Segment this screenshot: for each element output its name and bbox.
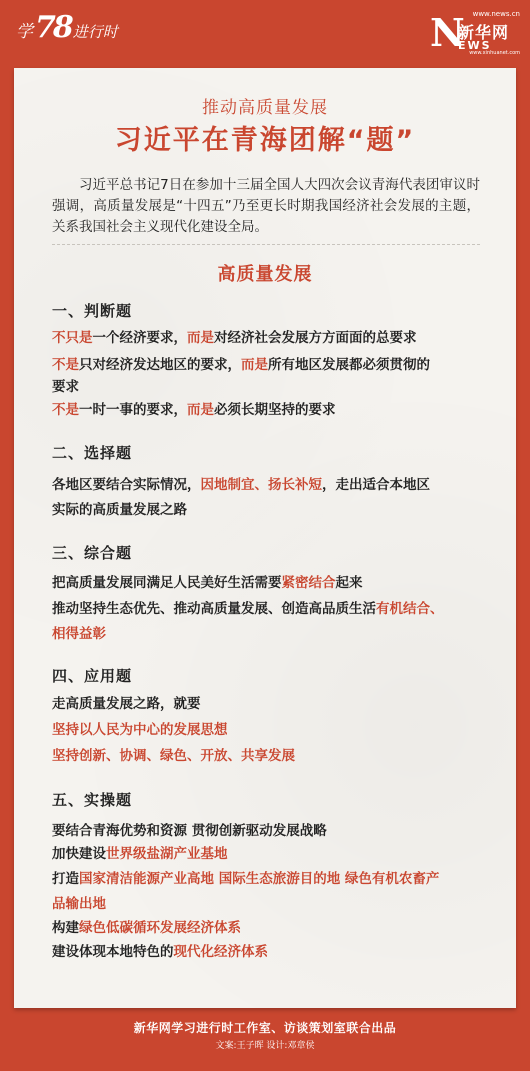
s2-line-1 [52,474,482,496]
s5-l2-text-1: 加快建设 [52,846,106,862]
s2-l1-red-2: 扬长补短 [268,477,322,493]
s1-l1-red-2: 而是 [187,330,214,346]
s5-line-1: 要结合青海优势和资源 贯彻创新驱动发展战略 [52,823,327,839]
s1-l3-text-1: 一时一事的要求， [79,402,187,418]
news-cn-name: 新华网 [458,23,510,42]
xuexi-jinxingshi-logo [16,10,118,45]
footer-producer: 新华网学习进行时工作室、访谈策划室联合出品 [133,1021,397,1035]
s5-l5-red-1: 绿色低碳循环发展经济体系 [79,920,241,936]
s5-line-5 [52,917,482,939]
s4-line-2: 坚持以人民为中心的发展思想 [52,722,228,738]
s3-line-3: 相得益彰 [52,626,106,642]
s3-l1-text-1: 把高质量发展同满足人民美好生活需要 [52,575,282,591]
s3-l1-text-2: 起来 [335,575,363,591]
s1-l3-red-2: 而是 [187,402,214,418]
logo-xue: 学 [16,22,33,42]
s3-l2-red-sep: 、 [430,601,444,617]
s2-l1-red-sep: 、 [254,477,268,493]
s1-l2-red-1: 不是 [52,357,79,373]
s5-line-6 [52,941,482,963]
s1-line-1 [52,327,482,349]
s2-l1-text-2: ，走出适合本地区 [322,477,430,493]
section-heading-4: 四、应用题 [52,667,133,685]
s4-line-3: 坚持创新、协调、绿色、开放、共享发展 [52,748,295,764]
s4-line-1: 走高质量发展之路，就要 [52,696,201,712]
s1-line-3 [52,399,482,421]
s3-line-1 [52,572,482,594]
xinhua-news-logo [430,10,520,54]
s5-l5-text-1: 构建 [52,920,79,936]
top-banner [0,0,530,62]
s5-line-3 [52,868,482,890]
article-subtitle: 推动高质量发展 [202,98,328,118]
s3-l2-red-1: 有机结合 [376,601,430,617]
s3-line-2 [52,598,482,620]
s2-l1-red-1: 因地制宜 [200,477,255,493]
article-intro: 习近平总书记7日在参加十三届全国人大四次会议青海代表团审议时强调，高质量发展是“十四五”乃至更长时期我国经济社会发展的主题，关系我国社会主义现代化建设全局。 [52,177,480,235]
s1-l1-text-1: 一个经济要求， [92,330,187,346]
s3-l1-red-1: 紧密结合 [281,575,336,591]
s1-line-2b: 要求 [52,379,79,395]
s5-line-4: 品输出地 [52,896,106,912]
logo-mark: 78 [35,10,71,45]
article-title: 习近平在青海团解“题” [114,125,416,156]
article-paper [14,68,516,1008]
section-heading-5: 五、实操题 [52,791,133,809]
news-sub-url: www.xinhuanet.com [469,50,520,56]
footer-credits: 文案:王子晖 设计:邓章侯 [215,1041,315,1051]
s1-l1-text-2: 对经济社会发展方方面面的总要求 [214,330,417,346]
s5-l6-red-1: 现代化经济体系 [173,944,268,960]
s1-l2-red-2: 而是 [241,357,268,373]
logo-jinxingshi: 进行时 [72,23,118,41]
s1-l3-red-1: 不是 [52,402,79,418]
s5-l2-red-1: 世界级盐湖产业基地 [106,846,228,862]
s5-l3-text-1: 打造 [52,871,79,887]
section-heading-2: 二、选择题 [52,444,133,462]
news-ews-letters: EWS [458,39,492,52]
s2-l1-text-1: 各地区要结合实际情况， [52,477,201,493]
s5-l6-text-1: 建设体现本地特色的 [52,944,174,960]
s5-line-2 [52,843,482,865]
s1-l1-red-1: 不只是 [52,330,93,346]
news-n-letter: N [430,10,465,55]
s1-line-2 [52,354,482,376]
s1-l2-text-2: 所有地区发展都必须贯彻的 [268,357,430,373]
news-url: www.news.cn [472,10,520,18]
s1-l3-text-2: 必须长期坚持的要求 [214,402,336,418]
s1-l2-text-1: 只对经济发达地区的要求， [79,357,241,373]
s3-l2-text-1: 推动坚持生态优先、推动高质量发展、创造高品质生活 [52,601,376,617]
dashed-divider [52,244,480,245]
section-heading-3: 三、综合题 [52,544,133,562]
section-heading-1: 一、判断题 [52,302,133,320]
section-title: 高质量发展 [217,264,313,285]
s5-l3-red-1: 国家清洁能源产业高地 国际生态旅游目的地 绿色有机农畜产 [79,871,440,887]
s2-line-2: 实际的高质量发展之路 [52,502,187,518]
